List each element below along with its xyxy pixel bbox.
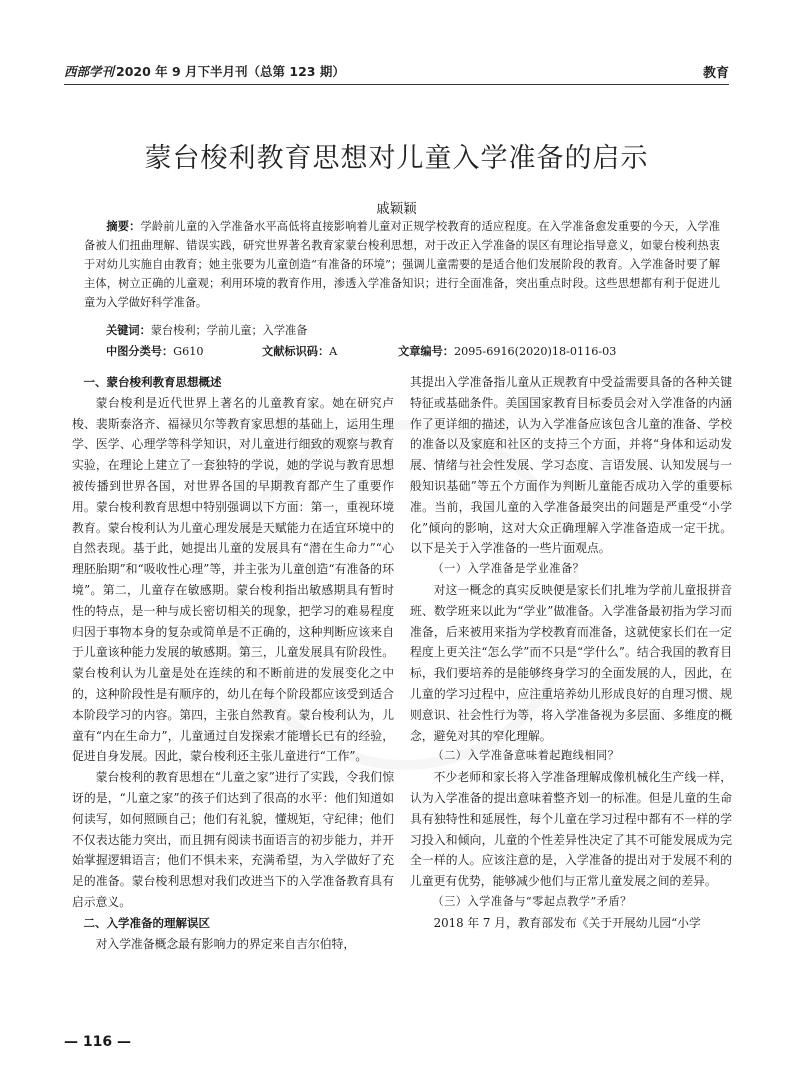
- body-paragraph: 对这一概念的真实反映便是家长们扎堆为学前儿童报拼音班、数学班来以此为“学业”做准备。入学准备最初指为学习而准备，后来被用来指为学校教育而准备，这就使家长们在一定程度上更关注“怎么学”而不只是“学什么”。结合我国的教育目标，我们要培养的是能够终身学习的全面发展的人，因此，在儿童的学习过程中，应注重培养幼儿形成良好的自理习惯、规则意识、社会性行为等，将入学准备视为多层面、多维度的概念，避免对其的窄化理解。: [410, 582, 732, 743]
- keywords-text: 蒙台梭利；学前儿童；入学准备: [150, 324, 308, 337]
- journal-info: [64, 62, 345, 80]
- subsection-heading-3: （三）入学准备与“零起点教学”矛盾？: [432, 894, 632, 908]
- article-title: 蒙台梭利教育思想对儿童入学准备的启示: [144, 143, 649, 174]
- subsection-heading-2: （二）入学准备意味着起跑线相同？: [432, 749, 620, 763]
- clc-value: G610: [173, 345, 204, 358]
- subsection-heading-1: （一）入学准备是学业准备？: [432, 562, 585, 576]
- body-paragraph: 不少老师和家长将入学准备理解成像机械化生产线一样，认为入学准备的提出意味着整齐划一的标准。但是儿童的生命具有独特性和延展性，每个儿童在学习过程中都有不一样的学习投入和倾向，儿童的个性差异性决定了其不可能发展成为完全一样的人。应该注意的是，入学准备的提出对于发展不利的儿童更有优势，能够减少他们与正常儿童发展之间的差异。: [410, 770, 732, 889]
- doc-code-label: 文献标识码：: [262, 345, 330, 358]
- journal-name: 西部学刊: [64, 64, 115, 79]
- abstract: [84, 217, 720, 312]
- body-paragraph: 蒙台梭利的教育思想在“儿童之家”进行了实践，令我们惊讶的是，“儿童之家”的孩子们达到了很高的水平：他们知道如何读写，如何照顾自己；他们有礼貌，懂规矩，守纪律；他们不仅表达能力突出，而且拥有阅读书面语言的初步能力，并开始掌握逻辑语言；他们不惧未来，充满希望，为入学做好了充足的准备。蒙台梭利思想对我们改进当下的入学准备教育具有启示意义。: [72, 770, 394, 909]
- body-paragraph: 2018 年 7 月，教育部发布《关于开展幼儿园“小学: [433, 915, 701, 930]
- article-no-label: 文章编号：: [398, 345, 454, 358]
- clc-line: [106, 343, 203, 359]
- right-column: [410, 372, 732, 934]
- issue-info: 2020 年 9 月下半月刊（总第 123 期）: [116, 64, 345, 79]
- body-paragraph: 蒙台梭利是近代世界上著名的儿童教育家。她在研究卢梭、裴斯泰洛齐、福禄贝尔等教育家思想的基础上，运用生理学、医学、心理学等科学知识，对儿童进行细致的观察与教育实验，在理论上建立了一套独特的学说，她的学说与教育思想被传播到世界各国，对世界各国的早期教育都产生了重要作用。蒙台梭利教育思想中特别强调以下方面：第一，重视环境教育。蒙台梭利认为儿童心理发展是天赋能力在适宜环境中的自然表现。基于此，她提出儿童的发展具有“潜在生命力”“心理胚胎期”和“吸收性心理”等，并主张为儿童创造“有准备的环境”。第二，儿童存在敏感期。蒙台梭利指出敏感期具有暂时性的特点，是一种与成长密切相关的现象，把学习的难易程度归因于事物本身的复杂或简单是不正确的，这种判断应该来自于儿童该种能力发展的敏感期。第三，儿童发展具有阶段性。蒙台梭利认为儿童是处在连续的和不断前进的发展变化之中的，这种阶段性是有顺序的，幼儿在每个阶段都应该受到适合本阶段学习的内容。第四，主张自然教育。蒙台梭利认为，儿童有“内在生命力”，儿童通过自发探索才能增长已有的经验，促进自身发展。因此，蒙台梭利还主张儿童进行“工作”。: [72, 395, 394, 764]
- keywords-line: [106, 322, 307, 338]
- section-tag: 教育: [702, 66, 729, 81]
- header-rule: [64, 84, 729, 85]
- body-paragraph: 其提出入学准备指儿童从正规教育中受益需要具备的各种关键特征或基础条件。美国国家教育目标委员会对入学准备的内涵作了更详细的描述，认为入学准备应该包含儿童的准备、学校的准备以及家庭和社区的支持三个方面，并将“身体和运动发展、情绪与社会性发展、学习态度、言语发展、认知发展与一般知识基础”等五个方面作为判断儿童能否成功入学的重要标准。当前，我国儿童的入学准备最突出的问题是严重受“小学化”倾向的影响，这对大众正确理解入学准备造成一定干扰。以下是关于入学准备的一些片面观点。: [410, 375, 732, 556]
- doc-code-line: [262, 343, 337, 359]
- abstract-label: 摘要：: [106, 220, 141, 233]
- article-no-line: [398, 343, 616, 359]
- clc-label: 中图分类号：: [106, 345, 174, 358]
- section-heading-2: 二、入学准备的理解误区: [83, 915, 210, 930]
- left-column: [72, 372, 394, 954]
- body-paragraph: 对入学准备概念最有影响力的界定来自吉尔伯特，: [95, 936, 356, 951]
- abstract-text: 学龄前儿童的入学准备水平高低将直接影响着儿童对正规学校教育的适应程度。在入学准备愈发重要的今天，入学准备被人们扭曲理解、错误实践，研究世界著名教育家蒙台梭利思想，对于改正入学准备的误区有理论指导意义，如蒙台梭利热衷于对幼儿实施自由教育；她主张要为儿童创造“有准备的环境”；强调儿童需要的是适合他们发展阶段的教育。入学准备时要了解主体，树立正确的儿童观；利用环境的教育作用，渗透入学准备知识；进行全面准备，突出重点时段。这些思想都有利于促进儿童为入学做好科学准备。: [84, 220, 720, 309]
- section-heading-1: 一、蒙台梭利教育思想概述: [83, 375, 222, 389]
- doc-code-value: A: [329, 345, 338, 358]
- running-header: [64, 60, 729, 82]
- keywords-label: 关键词：: [106, 324, 151, 337]
- author-name: 戚颖颖: [376, 201, 417, 217]
- article-no-value: 2095-6916(2020)18-0116-03: [453, 345, 617, 358]
- page-number: — 116 —: [64, 1034, 131, 1050]
